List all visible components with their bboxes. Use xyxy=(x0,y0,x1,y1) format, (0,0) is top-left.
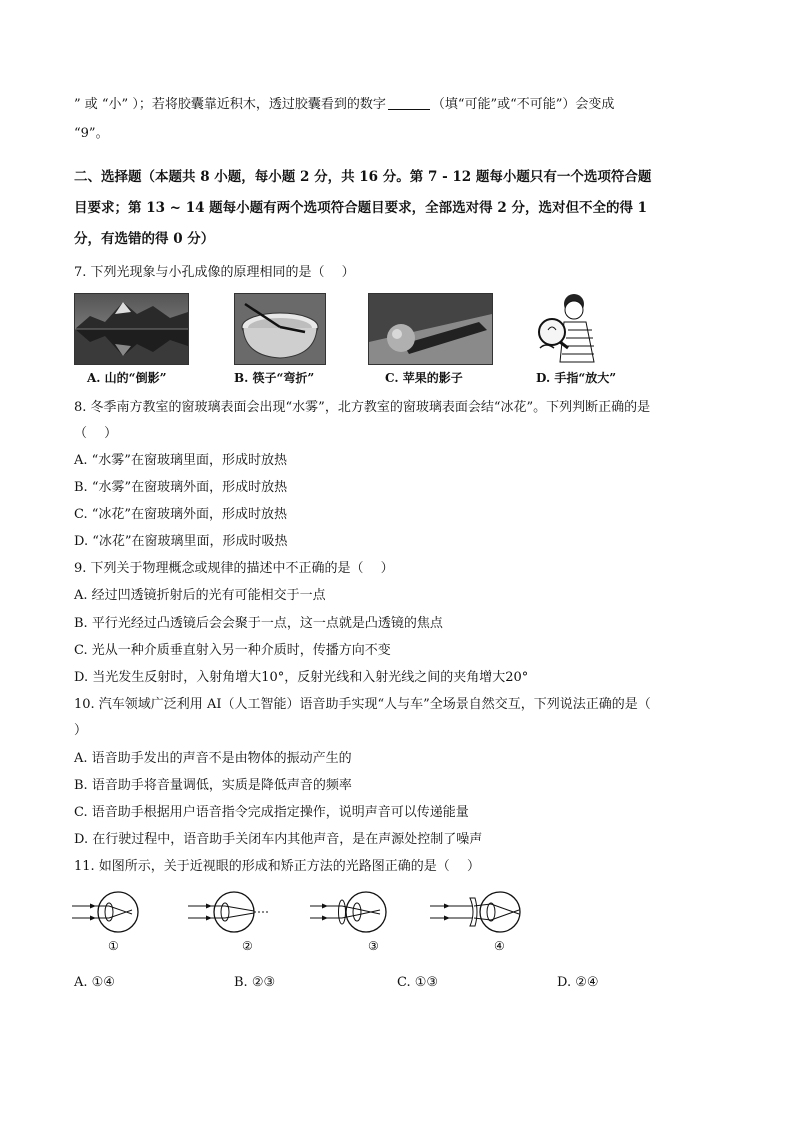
section-header-line-1: 二、选择题（本题共 8 小题，每小题 2 分，共 16 分。第 7 - 12 题每小题只有一个选项符合题 xyxy=(74,169,652,185)
q10-option-a: A. 语音助手发出的声音不是由物体的振动产生的 xyxy=(74,751,352,766)
q7-caption-a: A. 山的“倒影” xyxy=(87,371,167,385)
q8-stem-paren: （ ） xyxy=(74,426,118,441)
q10-option-c: C. 语音助手根据用户语音指令完成指定操作，说明声音可以传递能量 xyxy=(74,805,469,820)
q7-caption-b: B. 筷子“弯折” xyxy=(234,371,315,385)
q7-stem: 7. 下列光现象与小孔成像的原理相同的是（ ） xyxy=(74,265,355,280)
q11-option-c: C. ①③ xyxy=(397,975,439,990)
q11-diagram-3 xyxy=(310,888,394,952)
q11-stem: 11. 如图所示，关于近视眼的形成和矫正方法的光路图正确的是（ ） xyxy=(74,859,480,874)
q8-stem: 8. 冬季南方教室的窗玻璃表面会出现“水雾”，北方教室的窗玻璃表面会结“冰花”。下列判断正确的是 xyxy=(74,400,651,415)
section-header-line-2: 目要求；第 13 ~ 14 题每小题有两个选项符合题目要求，全部选对得 2 分，选对但不全的得 1 xyxy=(74,200,648,216)
section-header-line-3: 分，有选错的得 0 分） xyxy=(74,231,215,247)
q7-caption-c: C. 苹果的影子 xyxy=(385,371,463,385)
q7-caption-d: D. 手指“放大” xyxy=(536,371,617,385)
q10-option-b: B. 语音助手将音量调低，实质是降低声音的频率 xyxy=(74,778,352,793)
continuation-line-2: “9”。 xyxy=(74,126,109,141)
q9-option-a: A. 经过凹透镜折射后的光有可能相交于一点 xyxy=(74,588,326,603)
q9-stem: 9. 下列关于物理概念或规律的描述中不正确的是（ ） xyxy=(74,561,394,576)
q11-diagram-2 xyxy=(188,888,272,952)
q11-option-d: D. ②④ xyxy=(557,975,599,990)
q8-option-b: B. “水雾”在窗玻璃外面，形成时放热 xyxy=(74,480,288,495)
q9-option-b: B. 平行光经过凸透镜后会会聚于一点，这一点就是凸透镜的焦点 xyxy=(74,616,443,631)
q8-option-a: A. “水雾”在窗玻璃里面，形成时放热 xyxy=(74,453,287,468)
answer-blank xyxy=(388,97,430,110)
q11-option-a: A. ①④ xyxy=(74,975,115,990)
q9-option-c: C. 光从一种介质垂直射入另一种介质时，传播方向不变 xyxy=(74,643,391,658)
q7-image-mountain-reflection xyxy=(74,293,189,365)
q7-image-chopstick-bowl xyxy=(234,293,326,365)
q8-option-d: D. “冰花”在窗玻璃里面，形成时吸热 xyxy=(74,534,288,549)
continuation-text: ” 或 “小” ）；若将胶囊靠近积木，透过胶囊看到的数字 xyxy=(74,97,386,112)
q10-stem-paren: ） xyxy=(74,723,88,738)
q7-image-magnifier-finger xyxy=(530,290,610,366)
q8-option-c: C. “冰花”在窗玻璃外面，形成时放热 xyxy=(74,507,288,522)
q7-image-apple-shadow xyxy=(368,293,493,365)
q11-label-4: ④ xyxy=(494,939,505,952)
q10-stem: 10. 汽车领域广泛利用 AI（人工智能）语音助手实现“人与车”全场景自然交互，下列说法正确的是（ xyxy=(74,697,651,712)
q11-label-2: ② xyxy=(242,939,253,952)
q11-label-3: ③ xyxy=(368,939,379,952)
q10-option-d: D. 在行驶过程中，语音助手关闭车内其他声音，是在声源处控制了噪声 xyxy=(74,832,483,847)
continuation-line-1 xyxy=(74,96,614,114)
q11-option-b: B. ②③ xyxy=(234,975,276,990)
q11-diagram-1 xyxy=(72,888,144,952)
q9-option-d: D. 当光发生反射时，入射角增大10°，反射光线和入射光线之间的夹角增大20° xyxy=(74,670,529,685)
q11-label-1: ① xyxy=(108,939,119,952)
q11-diagram-4 xyxy=(430,888,530,952)
continuation-tail: （填“可能”或“不可能”）会变成 xyxy=(431,97,615,112)
